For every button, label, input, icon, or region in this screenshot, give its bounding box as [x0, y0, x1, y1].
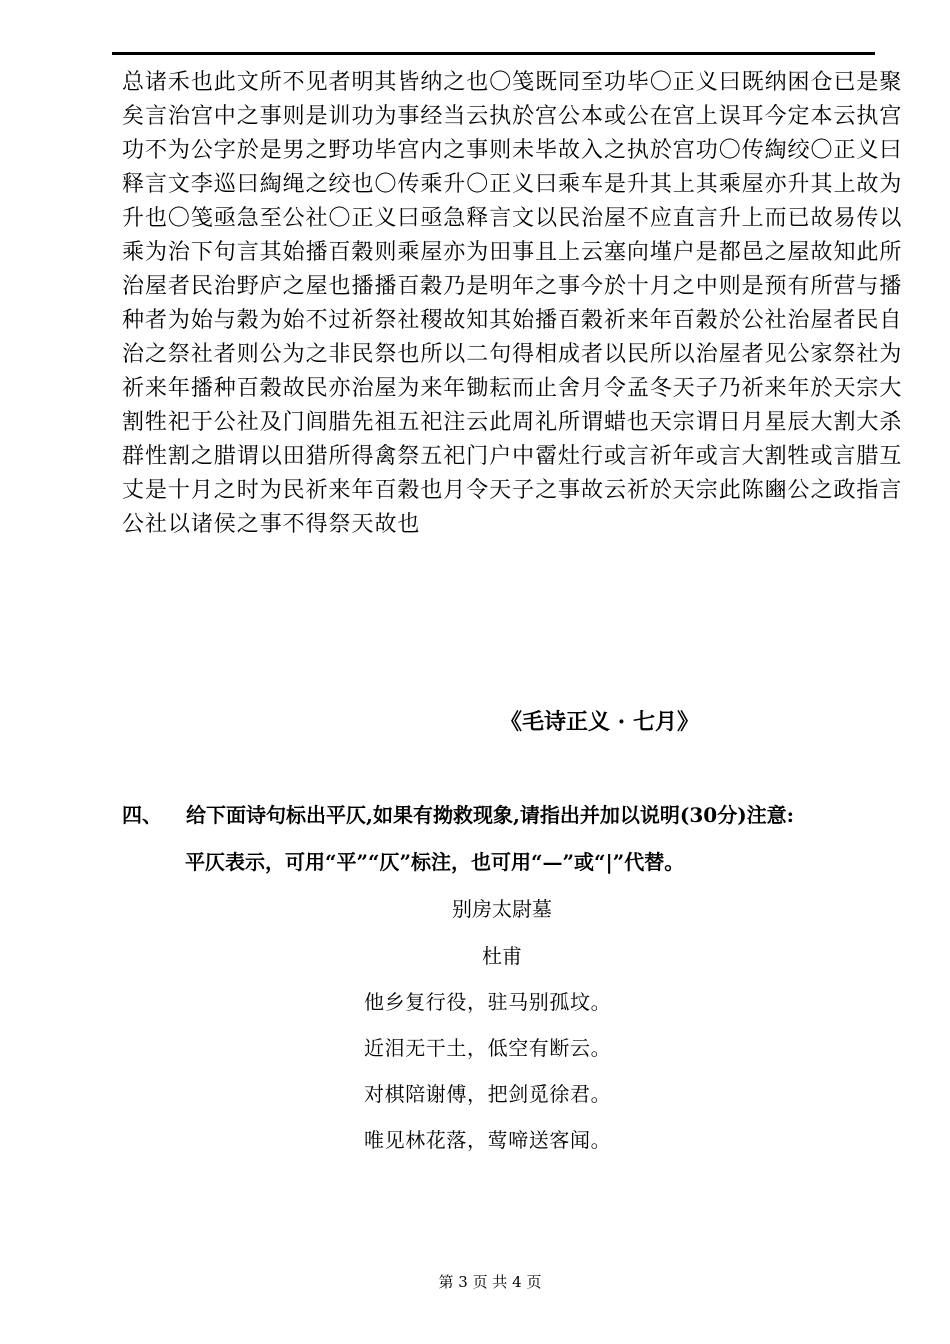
question-prompt — [122, 799, 794, 828]
question-number: 四、 — [122, 803, 162, 827]
poem-line: 唯见林花落，莺啼送客闻。 — [364, 1128, 612, 1152]
passage-line: 释言文李巡曰綯绳之绞也〇传乘升〇正义曰乘车是升其上其乘屋亦升其上故为 — [122, 172, 903, 197]
passage-line: 乘为治下句言其始播百穀则乘屋亦为田事且上云塞向墐户是都邑之屋故知此所 — [122, 240, 903, 265]
passage-line: 公社以诸侯之事不得祭天故也 — [122, 512, 421, 537]
passage-line: 矣言治宫中之事则是训功为事经当云执於宫公本或公在宫上误耳今定本云执宫 — [122, 104, 903, 129]
poem-title: 别房太尉墓 — [452, 897, 552, 921]
header-rule — [112, 52, 875, 55]
passage-line: 种者为始与穀为始不过祈祭社稷故知其始播百穀祈来年百穀於公社治屋者民自 — [122, 308, 903, 333]
poem-line: 他乡复行役，驻马别孤坟。 — [364, 990, 612, 1014]
passage-line: 总诸禾也此文所不见者明其皆纳之也〇笺既同至功毕〇正义曰既纳困仓已是聚 — [122, 70, 903, 95]
passage-line: 治屋者民治野庐之屋也播播百穀乃是明年之事今於十月之中则是预有所营与播 — [122, 274, 903, 299]
passage-text — [122, 66, 903, 542]
passage-line: 群性割之腊谓以田猎所得禽祭五祀门户中霤灶行或言祈年或言大割牲或言腊互 — [122, 444, 903, 469]
poem-author: 杜甫 — [482, 944, 522, 968]
question-instruction: 给下面诗句标出平仄,如果有拗救现象,请指出并加以说明(30分)注意: — [186, 803, 795, 827]
question-note: 平仄表示，可用“平”“仄”标注，也可用“—”或“|”代替。 — [185, 850, 685, 874]
poem-line: 对棋陪谢傅，把剑觅徐君。 — [364, 1082, 612, 1106]
page-footer: 第 3 页 共 4 页 — [438, 1273, 542, 1291]
passage-line: 治之祭社者则公为之非民祭也所以二句得相成者以民所以治屋者见公家祭社为 — [122, 342, 903, 367]
passage-line: 功不为公字於是男之野功毕宫内之事则未毕故入之执於宫功〇传綯绞〇正义曰 — [122, 138, 903, 163]
passage-source: 《毛诗正义 · 七月》 — [500, 709, 699, 735]
passage-line: 祈来年播种百穀故民亦治屋为来年锄耘而止舍月令孟冬天子乃祈来年於天宗大 — [122, 376, 903, 401]
passage-line: 升也〇笺亟急至公社〇正义曰亟急释言文以民治屋不应直言升上而已故易传以 — [122, 206, 903, 231]
passage-line: 割牲祀于公社及门闾腊先祖五祀注云此周礼所谓蜡也天宗谓日月星辰大割大杀 — [122, 410, 903, 435]
passage-line: 丈是十月之时为民祈来年百穀也月令天子之事故云祈於天宗此陈豳公之政指言 — [122, 478, 903, 503]
poem-line: 近泪无干土，低空有断云。 — [364, 1036, 612, 1060]
